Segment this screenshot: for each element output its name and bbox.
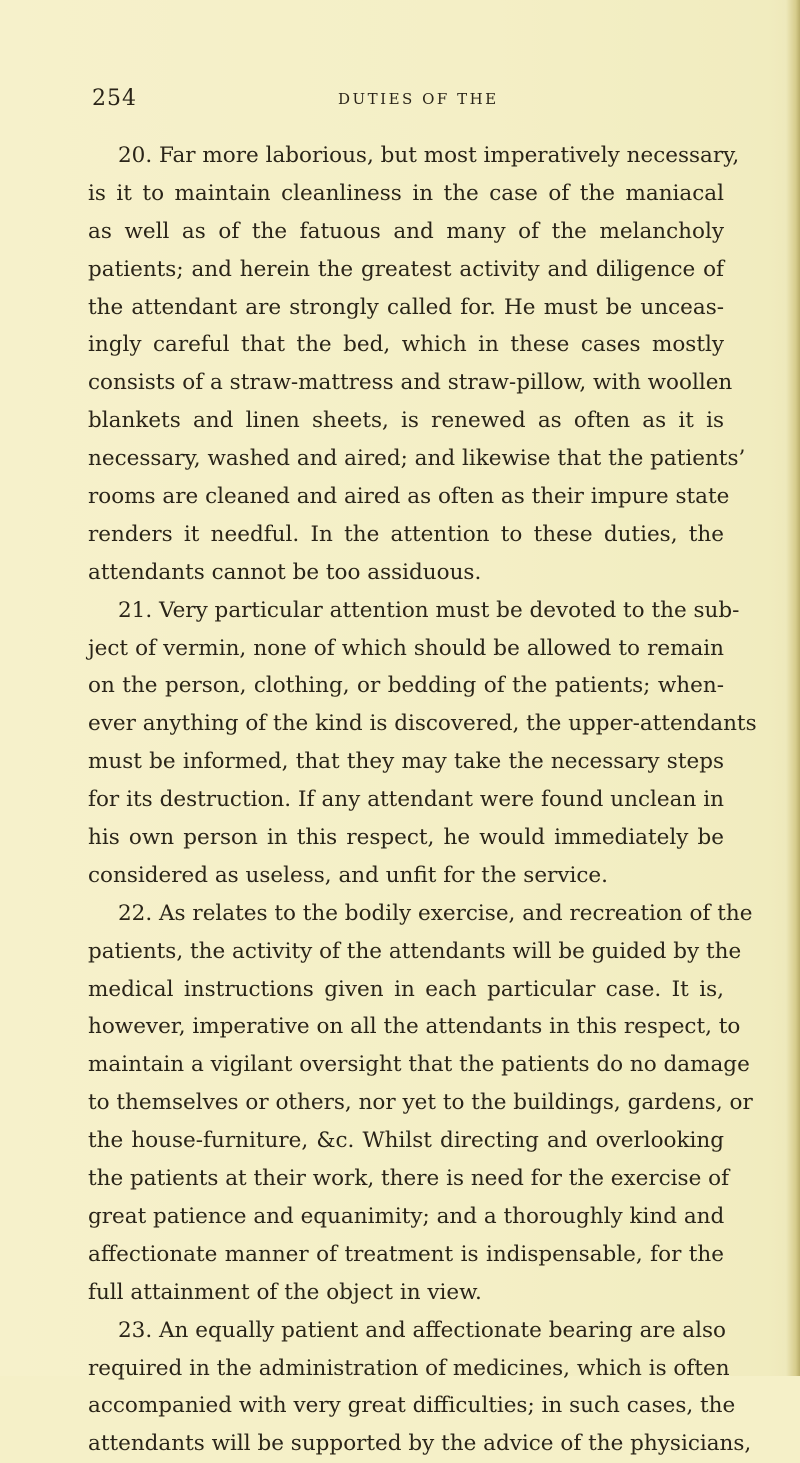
- text-line: the attendant are strongly called for. He must be unceas-: [88, 294, 724, 320]
- text-line: medical instructions given in each particular case. It is,: [88, 976, 724, 1002]
- text-line: must be informed, that they may take the necessary steps: [88, 749, 724, 775]
- text-line: considered as useless, and unfit for the service.: [88, 862, 608, 888]
- text-line: necessary, washed and aired; and likewise that the patients’: [88, 446, 746, 472]
- text-line: patients; and herein the greatest activity and diligence of: [88, 256, 724, 282]
- text-line: renders it needful. In the attention to these duties, the: [88, 521, 724, 547]
- text-line: to themselves or others, nor yet to the buildings, gardens, or: [88, 1090, 753, 1116]
- text-line: ever anything of the kind is discovered, the upper-attendants: [88, 711, 757, 737]
- text-line: the patients at their work, there is need for the exercise of: [88, 1166, 730, 1192]
- text-line: maintain a vigilant oversight that the patients do no damage: [88, 1052, 750, 1078]
- text-line: patients, the activity of the attendants will be guided by the: [88, 938, 742, 964]
- text-line: required in the administration of medicines, which is often: [88, 1355, 730, 1381]
- text-line: ject of vermin, none of which should be allowed to remain: [88, 635, 724, 661]
- text-line: great patience and equanimity; and a thoroughly kind and: [88, 1203, 725, 1229]
- text-line: however, imperative on all the attendants in this respect, to: [88, 1014, 741, 1040]
- page-edge-shadow: [786, 0, 800, 1376]
- text-line: 23. An equally patient and affectionate bearing are also: [118, 1317, 726, 1343]
- text-line: for its destruction. If any attendant were found unclean in: [88, 787, 724, 813]
- text-line: 20. Far more laborious, but most imperatively necessary,: [118, 143, 740, 168]
- text-line: the house-furniture, &c. Whilst directing and overlooking: [88, 1128, 724, 1154]
- text-line: is it to maintain cleanliness in the case of the maniacal: [88, 180, 724, 206]
- page-number: 254: [92, 86, 137, 111]
- text-line: accompanied with very great difficulties; in such cases, the: [88, 1393, 736, 1419]
- text-line: blankets and linen sheets, is renewed as often as it is: [88, 408, 724, 434]
- page-header: [92, 86, 692, 126]
- text-line: ingly careful that the bed, which in these cases mostly: [88, 332, 724, 358]
- text-line: consists of a straw-mattress and straw-pillow, with woollen: [88, 370, 733, 396]
- text-line: 21. Very particular attention must be devoted to the sub-: [118, 597, 740, 623]
- text-line: as well as of the fatuous and many of the melancholy: [88, 218, 724, 244]
- text-line: full attainment of the object in view.: [88, 1279, 482, 1305]
- running-head: DUTIES OF THE: [338, 90, 499, 108]
- text-line: his own person in this respect, he would immediately be: [88, 825, 724, 851]
- text-line: affectionate manner of treatment is indispensable, for the: [88, 1241, 724, 1267]
- text-line: on the person, clothing, or bedding of the patients; when-: [88, 673, 724, 699]
- text-line: rooms are cleaned and aired as often as their impure state: [88, 484, 730, 510]
- body-text: [88, 137, 757, 1463]
- text-line: attendants cannot be too assiduous.: [88, 559, 482, 585]
- text-line: 22. As relates to the bodily exercise, and recreation of the: [118, 900, 753, 926]
- text-line: attendants will be supported by the advice of the physicians,: [88, 1431, 752, 1457]
